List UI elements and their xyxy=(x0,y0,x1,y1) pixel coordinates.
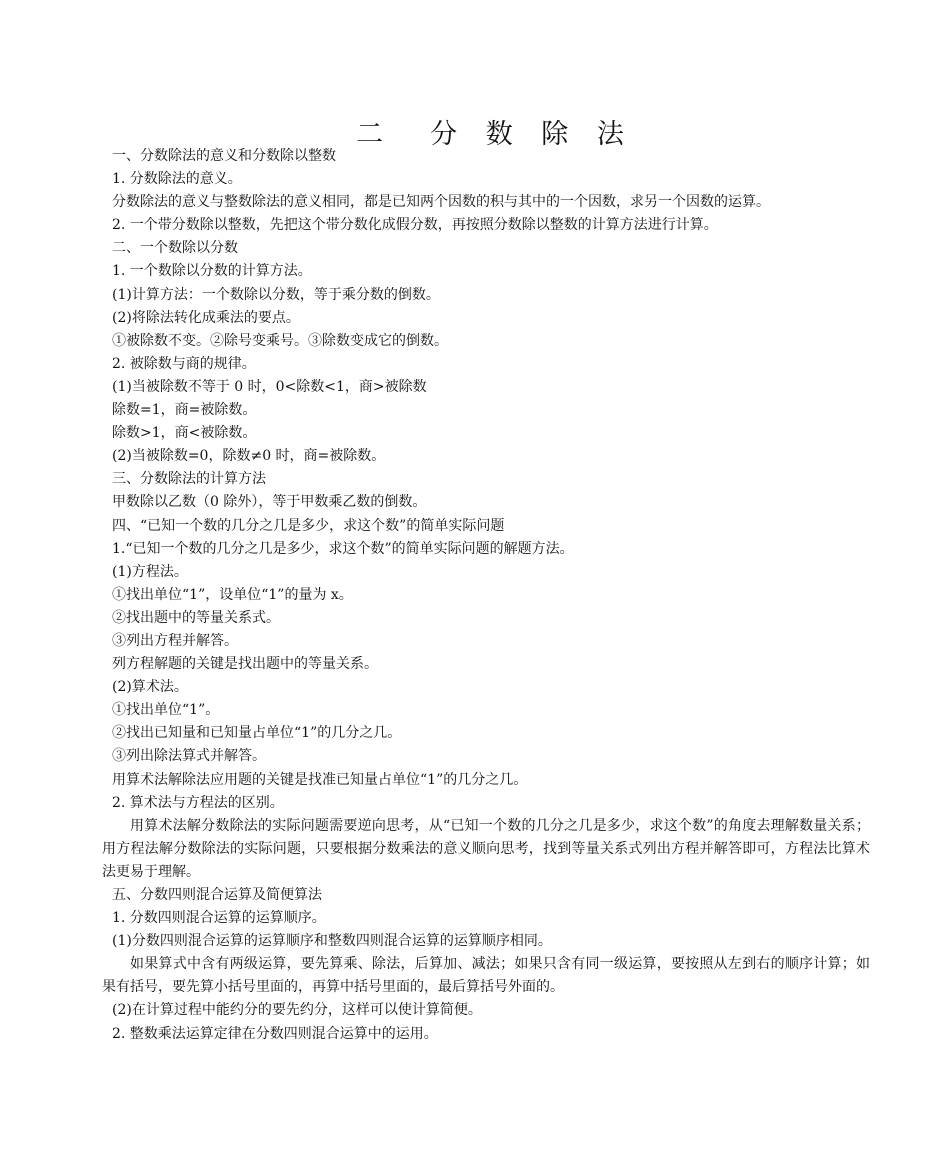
text-line: 1.“已知一个数的几分之几是多少，求这个数”的简单实际问题的解题方法。 xyxy=(112,540,574,557)
text-line: (2)将除法转化成乘法的要点。 xyxy=(112,309,300,326)
paragraph-operation-order: 如果算式中含有两级运算，要先算乘、除法，后算加、减法；如果只含有同一级运算，要按照从左到右的顺序计算；如果有括号，要先算小括号里面的，再算中括号里面的，最后算括号外面的。 xyxy=(102,956,870,996)
text-line: 除数>1，商<被除数。 xyxy=(112,425,257,442)
text-line: 分数除法的意义与整数除法的意义相同，都是已知两个因数的积与其中的一个因数，求另一个因数的运算。 xyxy=(112,194,770,211)
section-heading-3: 三、分数除法的计算方法 xyxy=(112,471,266,488)
text-line: (1)计算方法：一个数除以分数，等于乘分数的倒数。 xyxy=(112,286,440,303)
text-line: 2. 被除数与商的规律。 xyxy=(112,355,256,372)
text-line: ③列出方程并解答。 xyxy=(112,632,238,649)
text-line: 列方程解题的关键是找出题中的等量关系。 xyxy=(112,656,378,673)
document-body xyxy=(102,145,872,1046)
text-line: 2. 算术法与方程法的区别。 xyxy=(112,794,284,811)
text-line: 甲数除以乙数（0 除外），等于甲数乘乙数的倒数。 xyxy=(112,494,427,511)
text-line: 用算术法解除法应用题的关键是找准已知量占单位“1”的几分之几。 xyxy=(112,771,528,788)
text-line: ①找出单位“1”，设单位“1”的量为 x。 xyxy=(112,586,353,603)
text-line: (2)在计算过程中能约分的要先约分，这样可以使计算简便。 xyxy=(112,1002,482,1019)
text-line: ②找出题中的等量关系式。 xyxy=(112,609,280,626)
page-title: 二 分 数 除 法 xyxy=(356,119,634,150)
text-line: ②找出已知量和已知量占单位“1”的几分之几。 xyxy=(112,725,402,742)
text-line: (2)算术法。 xyxy=(112,679,188,696)
text-line: 1. 分数除法的意义。 xyxy=(112,171,242,188)
text-line: ①被除数不变。②除号变乘号。③除数变成它的倒数。 xyxy=(112,332,448,349)
text-line: (1)方程法。 xyxy=(112,563,188,580)
text-line: (2)当被除数=0，除数≠0 时，商=被除数。 xyxy=(112,448,386,465)
text-line: 2. 整数乘法运算定律在分数四则混合运算中的运用。 xyxy=(112,1025,438,1042)
section-heading-5: 五、分数四则混合运算及简便算法 xyxy=(112,887,322,903)
section-heading-1: 一、分数除法的意义和分数除以整数 xyxy=(112,148,336,164)
text-line: ③列出除法算式并解答。 xyxy=(112,748,266,765)
text-line: 1. 分数四则混合运算的运算顺序。 xyxy=(112,910,326,927)
text-line: 2. 一个带分数除以整数，先把这个带分数化成假分数，再按照分数除以整数的计算方法进行计算。 xyxy=(112,217,718,234)
text-line: 除数=1，商=被除数。 xyxy=(112,402,257,419)
text-line: 1. 一个数除以分数的计算方法。 xyxy=(112,263,312,280)
text-line: (1)分数四则混合运算的运算顺序和整数四则混合运算的运算顺序相同。 xyxy=(112,933,552,950)
section-heading-2: 二、一个数除以分数 xyxy=(112,240,238,257)
paragraph-method-comparison: 用算术法解分数除法的实际问题需要逆向思考，从“已知一个数的几分之几是多少，求这个数”的角度去理解数量关系；用方程法解分数除法的实际问题，只要根据分数乘法的意义顺向思考，找到等量关系式列出方程并解答即可，方程法比算术法更易于理解。 xyxy=(102,817,870,880)
text-line: ①找出单位“1”。 xyxy=(112,702,220,719)
section-heading-4: 四、“已知一个数的几分之几是多少，求这个数”的简单实际问题 xyxy=(112,517,505,534)
text-line: (1)当被除数不等于 0 时，0<除数<1，商>被除数 xyxy=(112,378,427,395)
